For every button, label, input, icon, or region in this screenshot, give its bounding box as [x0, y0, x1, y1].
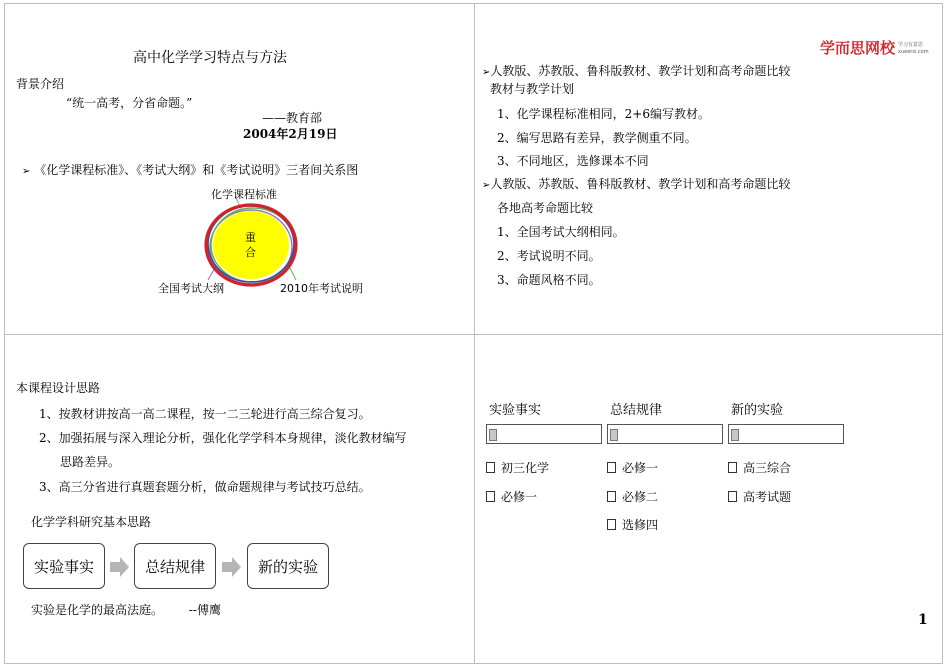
col-header-fact: 实验事实: [489, 403, 542, 418]
col-header-new: 新的实验: [731, 403, 784, 418]
arrow-bullet-icon: ➢: [22, 166, 31, 177]
slide1-title: 高中化学学习特点与方法: [133, 50, 287, 66]
slide3-subtitle: 化学学科研究基本思路: [31, 515, 152, 529]
slide3-item-2-cont: 思路差异。: [60, 455, 121, 469]
slide1-bullet-text: 《化学课程标准》、《考试大纲》和《考试说明》三者间关系图: [34, 163, 359, 177]
label-overlap-1: 重: [245, 231, 256, 244]
slide2-subheading-1: 教材与教学计划: [490, 82, 575, 96]
option-new-2[interactable]: 高考试题: [728, 488, 791, 505]
slide2-item-1-1: 1、化学课程标准相同，2+6编写教材。: [497, 107, 710, 121]
option-fact-2[interactable]: 必修一: [486, 488, 537, 505]
label-overlap-2: 合: [245, 246, 256, 259]
slide3-item-3: 3、高三分省进行真题套题分析，做命题规律与考试技巧总结。: [39, 480, 371, 494]
flow-box-new: 新的实验: [247, 543, 329, 589]
slide3-title: 本课程设计思路: [16, 381, 101, 395]
checkbox-icon[interactable]: [607, 491, 616, 502]
slide3-quote: 实验是化学的最高法庭。: [31, 603, 164, 617]
logo-text: 学而思网校: [820, 39, 896, 57]
connector-right: [290, 268, 296, 280]
field-handle-icon: [489, 429, 497, 441]
option-rule-1[interactable]: 必修一: [607, 459, 658, 476]
flow-arrow-icon-2: [222, 557, 242, 577]
field-handle-icon: [731, 429, 739, 441]
checkbox-icon[interactable]: [486, 462, 495, 473]
slide1-bullet-row: [22, 161, 358, 178]
checkbox-icon[interactable]: [728, 462, 737, 473]
slide1-date: 2004年2月19日: [243, 127, 338, 141]
flow-box-rule: 总结规律: [134, 543, 216, 589]
checkbox-icon[interactable]: [607, 462, 616, 473]
slide2-item-1-2: 2、编写思路有差异，教学侧重不同。: [497, 131, 697, 145]
checkbox-icon[interactable]: [486, 491, 495, 502]
logo-sub-2: xueersi.com: [898, 49, 929, 55]
arrow-bullet-icon: ➢: [482, 180, 491, 191]
label-national-syllabus: 全国考试大纲: [158, 282, 224, 295]
option-rule-3[interactable]: 选修四: [607, 516, 658, 533]
checkbox-icon[interactable]: [607, 519, 616, 530]
brand-logo: [820, 37, 895, 58]
input-rule[interactable]: [607, 424, 723, 444]
page-number: 1: [918, 612, 928, 628]
slide2-subheading-2: 各地高考命题比较: [497, 201, 594, 215]
slide3-quote-row: [31, 601, 221, 618]
slide2-item-2-1: 1、全国考试大纲相同。: [497, 225, 625, 239]
label-curriculum-standard: 化学课程标准: [211, 188, 277, 201]
input-fact[interactable]: [486, 424, 602, 444]
slide1-source: ——教育部: [262, 111, 323, 125]
flow-arrow-icon-1: [110, 557, 130, 577]
option-new-1[interactable]: 高三综合: [728, 459, 791, 476]
slide2-item-2-2: 2、考试说明不同。: [497, 249, 601, 263]
slide3-quote-author: --傅鹰: [188, 603, 221, 617]
slide3-item-2: 2、加强拓展与深入理论分析，强化化学学科本身规律，淡化教材编写: [39, 431, 407, 445]
slide2-item-2-3: 3、命题风格不同。: [497, 273, 601, 287]
horizontal-divider: [4, 334, 943, 335]
slide1-quote: “统一高考，分省命题。”: [66, 96, 193, 110]
arrow-bullet-icon: ➢: [482, 67, 491, 78]
logo-sub-1: 学习有意思: [898, 42, 924, 48]
field-handle-icon: [610, 429, 618, 441]
slide2-heading-1: ➢人教版、苏教版、鲁科版教材、教学计划和高考命题比较: [482, 64, 791, 78]
option-rule-2[interactable]: 必修二: [607, 488, 658, 505]
slide1-bg-label: 背景介绍: [16, 77, 65, 91]
option-fact-1[interactable]: 初三化学: [486, 459, 549, 476]
checkbox-icon[interactable]: [728, 491, 737, 502]
slide3-item-1: 1、按教材讲按高一高二课程，按一二三轮进行高三综合复习。: [39, 407, 371, 421]
slide2-item-1-3: 3、不同地区，选修课本不同: [497, 154, 649, 168]
flow-box-fact: 实验事实: [23, 543, 105, 589]
input-new[interactable]: [728, 424, 844, 444]
col-header-rule: 总结规律: [610, 403, 663, 418]
slide2-heading-2: ➢人教版、苏教版、鲁科版教材、教学计划和高考命题比较: [482, 177, 791, 191]
label-exam-notes: 2010年考试说明: [280, 282, 363, 295]
